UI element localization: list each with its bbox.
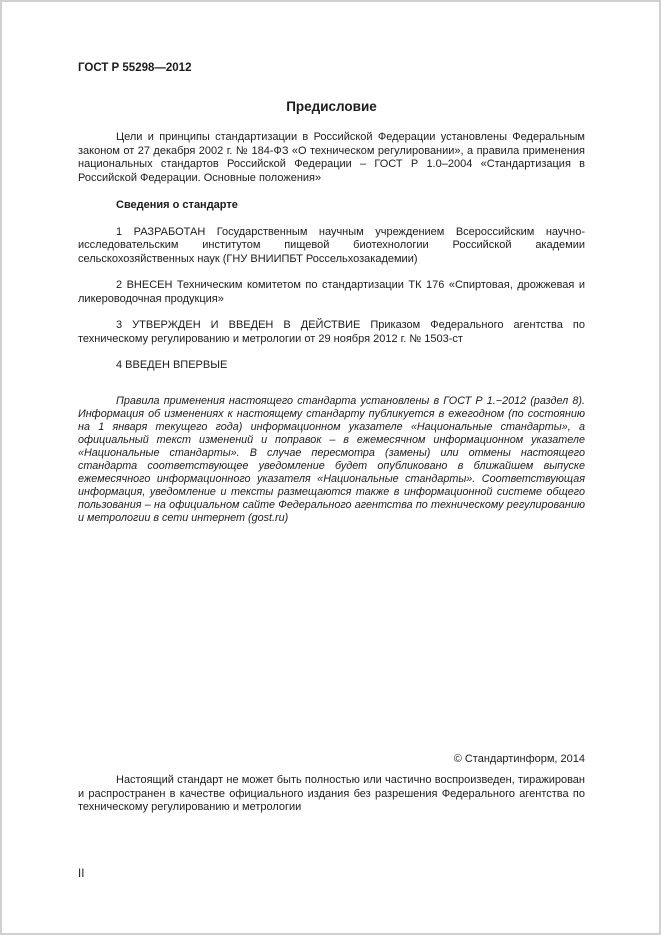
page-title: Предисловие [286, 98, 377, 114]
standard-item-2: 2 ВНЕСЕН Техническим комитетом по стандартизации ТК 176 «Спиртовая, дрожжевая и ликероводочная продукция» [78, 279, 585, 305]
intro-paragraph: Цели и принципы стандартизации в Российской Федерации установлены Федеральным законом от 27 декабря 2002 г. № 184-ФЗ «О техническом регулировании», а правила применения национальных стандартов Российской Федерации – ГОСТ Р 1.0–2004 «Стандартизация в Российской Федерации. Основные положения» [78, 131, 585, 184]
application-rules-note: Правила применения настоящего стандарта установлены в ГОСТ Р 1.−2012 (раздел 8). Информация об изменениях к настоящему стандарту публикуется в ежегодном (по состоянию на 1 января текущего года) информационном указателе «Национальные стандарты», а официальный текст изменений и поправок – в ежемесячном информационном указателе «Национальные стандарты». В случае пересмотра (замены) или отмены настоящего стандарта соответствующее уведомление будет опубликовано в ближайшем выпуске ежемесячного информационного указателя «Национальные стандарты». Соответствующая информация, уведомление и тексты размещаются также в информационной системе общего пользования – на официальном сайте Федерального агентства по техническому регулированию и метрологии в сети интернет (gost.ru) [78, 394, 585, 524]
standard-item-3: 3 УТВЕРЖДЕН И ВВЕДЕН В ДЕЙСТВИЕ Приказом Федерального агентства по техническому регулированию и метрологии от 29 ноября 2012 г. № 1503-ст [78, 319, 585, 345]
standard-item-1: 1 РАЗРАБОТАН Государственным научным учреждением Всероссийским научно-исследовательским институтом пищевой биотехнологии Российской академии сельскохозяйственных наук (ГНУ ВНИИПБТ Россельхозакадемии) [78, 225, 585, 265]
copyright-line: © Стандартинформ, 2014 [453, 752, 585, 765]
standard-item-4: 4 ВВЕДЕН ВПЕРВЫЕ [116, 359, 228, 371]
page-number: II [78, 867, 85, 880]
document-code: ГОСТ Р 55298—2012 [78, 62, 192, 74]
reproduction-restriction: Настоящий стандарт не может быть полностью или частично воспроизведен, тиражирован и распространен в качестве официального издания без разрешения Федерального агентства по техническому регулированию и метрологии [78, 774, 585, 813]
standard-info-heading: Сведения о стандарте [116, 199, 238, 211]
